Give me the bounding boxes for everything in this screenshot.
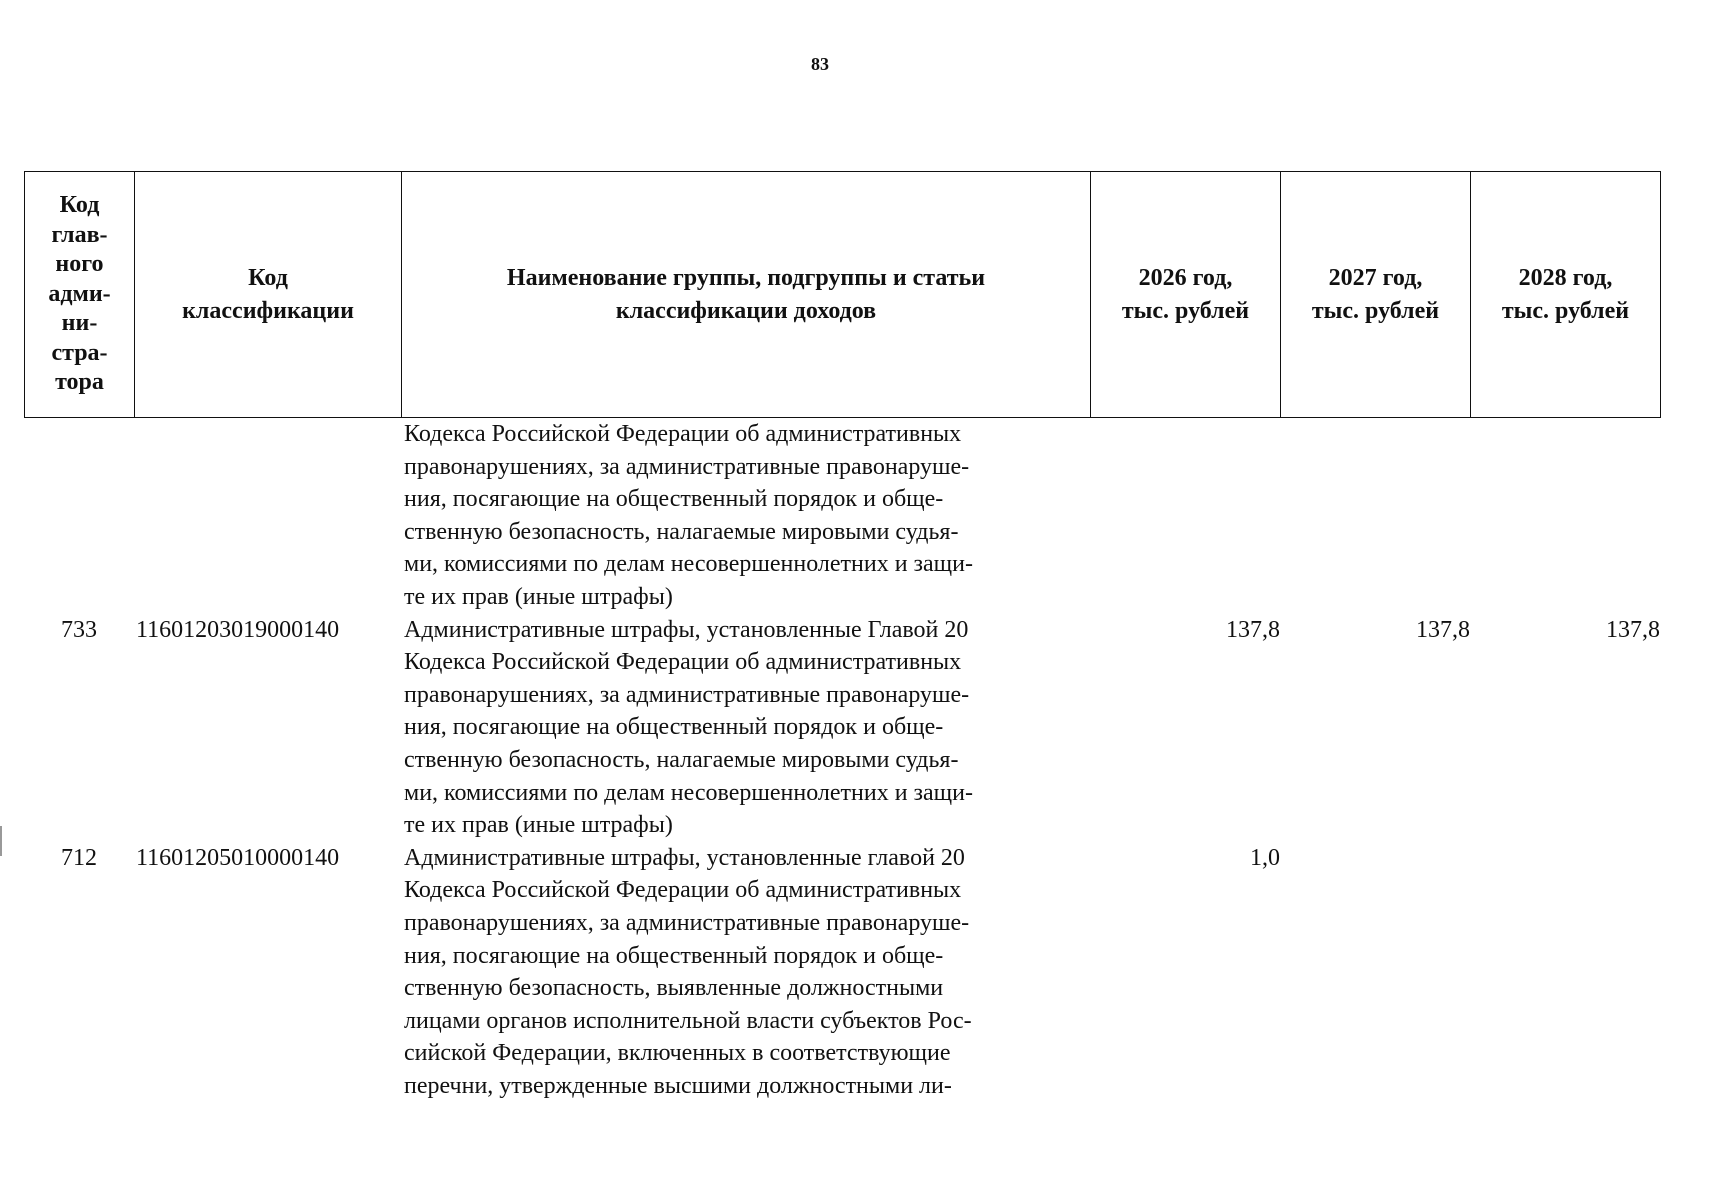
table-body bbox=[24, 418, 1660, 1102]
header-line: тыс. рублей bbox=[1501, 297, 1630, 324]
name-line: Кодекса Российской Федерации об административных bbox=[404, 649, 962, 676]
name-line: ми, комиссиями по делам несовершеннолетних и защи- bbox=[404, 551, 973, 578]
name-line: Кодекса Российской Федерации об административных bbox=[404, 421, 962, 447]
revenue-table bbox=[24, 171, 1660, 1102]
amount-2027-cell: 137,8 bbox=[1416, 616, 1470, 643]
admin-code-cell: 733 bbox=[61, 616, 97, 643]
revenue-name-cell bbox=[401, 842, 1090, 1103]
name-line: правонарушениях, за административные правонаруше- bbox=[404, 453, 970, 480]
scan-edge-mark bbox=[0, 826, 2, 856]
name-line: ственную безопасность, выявленные должностными bbox=[404, 975, 944, 1002]
admin-code-cell: 712 bbox=[61, 844, 97, 871]
header-line: стра- bbox=[51, 339, 108, 366]
header-line: тыс. рублей bbox=[1121, 297, 1250, 324]
name-line: лицами органов исполнительной власти субъектов Рос- bbox=[404, 1007, 972, 1034]
header-line: тора bbox=[55, 369, 104, 396]
header-2028 bbox=[1471, 172, 1661, 418]
header-line: адми- bbox=[48, 280, 111, 307]
header-line: Наименование группы, подгруппы и статьи bbox=[506, 264, 986, 291]
classification-code-cell: 11601205010000140 bbox=[136, 844, 340, 871]
table-header bbox=[24, 171, 1661, 418]
header-line: 2027 год, bbox=[1328, 264, 1423, 291]
amount-2026-cell: 1,0 bbox=[1250, 844, 1280, 871]
name-line: правонарушениях, за административные правонаруше- bbox=[404, 909, 970, 936]
header-line: глав- bbox=[51, 221, 108, 248]
admin-code-cell bbox=[24, 418, 134, 614]
header-name bbox=[402, 172, 1091, 418]
name-line: ния, посягающие на общественный порядок и обще- bbox=[404, 486, 944, 513]
name-line: те их прав (иные штрафы) bbox=[404, 583, 673, 610]
amount-2026-cell bbox=[1090, 418, 1280, 614]
name-line: правонарушениях, за административные правонаруше- bbox=[404, 681, 970, 708]
name-line: ния, посягающие на общественный порядок и обще- bbox=[404, 714, 944, 741]
name-line: ственную безопасность, налагаемые мировыми судья- bbox=[404, 746, 959, 773]
amount-2026-cell: 137,8 bbox=[1226, 616, 1280, 643]
name-line: перечни, утвержденные высшими должностными ли- bbox=[404, 1072, 952, 1099]
name-line: Административные штрафы, установленные Главой 20 bbox=[404, 616, 969, 643]
amount-2028-cell bbox=[1470, 842, 1660, 1103]
header-line: ного bbox=[55, 251, 104, 278]
name-line: те их прав (иные штрафы) bbox=[404, 812, 673, 839]
amount-2028-cell: 137,8 bbox=[1606, 616, 1660, 643]
header-line: тыс. рублей bbox=[1311, 297, 1440, 324]
table-rows bbox=[24, 418, 1660, 1102]
header-line: классификации доходов bbox=[615, 297, 877, 324]
amount-2027-cell bbox=[1280, 842, 1470, 1103]
classification-code-cell bbox=[134, 418, 401, 614]
header-2026 bbox=[1091, 172, 1281, 418]
table-row bbox=[24, 842, 1660, 1103]
revenue-name-cell bbox=[401, 614, 1090, 842]
header-line: ни- bbox=[61, 310, 98, 337]
page-number: 83 bbox=[811, 54, 829, 74]
header-line: Код bbox=[59, 192, 100, 219]
classification-code-cell: 11601203019000140 bbox=[136, 616, 340, 643]
header-admin-code bbox=[25, 172, 135, 418]
header-line: Код bbox=[248, 264, 288, 291]
table-row bbox=[24, 418, 1660, 614]
amount-2027-cell bbox=[1280, 418, 1470, 614]
header-class-code bbox=[135, 172, 402, 418]
revenue-name-cell bbox=[401, 418, 1090, 614]
header-2027 bbox=[1281, 172, 1471, 418]
amount-2028-cell bbox=[1470, 418, 1660, 614]
name-line: ми, комиссиями по делам несовершеннолетних и защи- bbox=[404, 779, 973, 806]
name-line: ственную безопасность, налагаемые мировыми судья- bbox=[404, 518, 959, 545]
header-line: классификации bbox=[182, 297, 354, 324]
name-line: Административные штрафы, установленные главой 20 bbox=[404, 844, 965, 871]
table-row bbox=[24, 614, 1660, 842]
header-line: 2026 год, bbox=[1138, 264, 1233, 291]
name-line: Кодекса Российской Федерации об административных bbox=[404, 877, 962, 904]
header-line: 2028 год, bbox=[1518, 264, 1613, 291]
name-line: сийской Федерации, включенных в соответствующие bbox=[404, 1040, 951, 1067]
name-line: ния, посягающие на общественный порядок и обще- bbox=[404, 942, 944, 969]
